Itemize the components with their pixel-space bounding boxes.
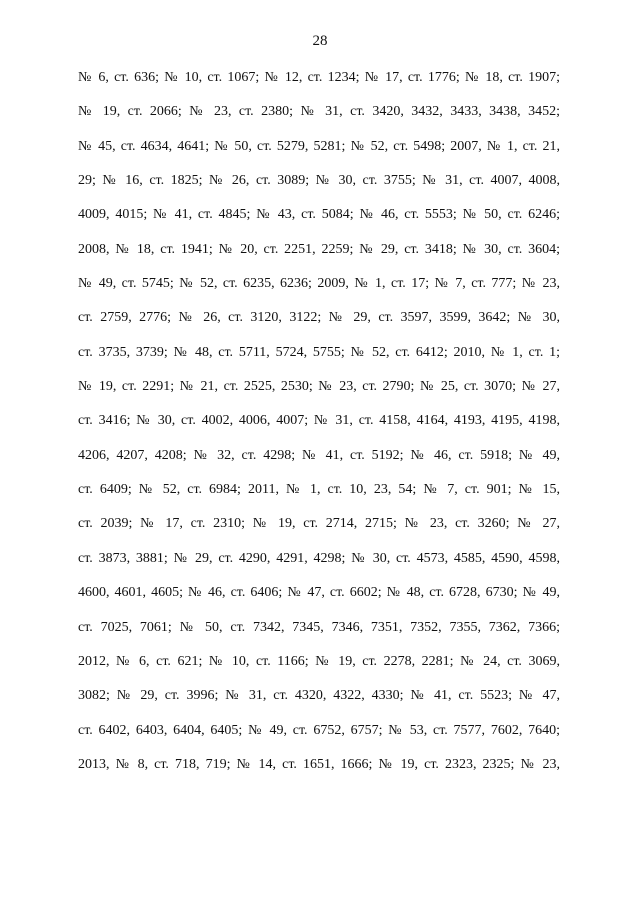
text-line: 3082; № 29, ст. 3996; № 31, ст. 4320, 4322, 4330; № 41, ст. 5523; № 47, xyxy=(78,688,560,704)
text-line: № 49, ст. 5745; № 52, ст. 6235, 6236; 2009, № 1, ст. 17; № 7, ст. 777; № 23, xyxy=(78,276,560,292)
text-line: ст. 6409; № 52, ст. 6984; 2011, № 1, ст. 10, 23, 54; № 7, ст. 901; № 15, xyxy=(78,482,560,498)
text-line: 2013, № 8, ст. 718, 719; № 14, ст. 1651, 1666; № 19, ст. 2323, 2325; № 23, xyxy=(78,756,560,772)
text-line: ст. 3873, 3881; № 29, ст. 4290, 4291, 4298; № 30, ст. 4573, 4585, 4590, 4598, xyxy=(78,550,560,566)
text-line: 4600, 4601, 4605; № 46, ст. 6406; № 47, ст. 6602; № 48, ст. 6728, 6730; № 49, xyxy=(78,585,560,601)
text-line: № 45, ст. 4634, 4641; № 50, ст. 5279, 5281; № 52, ст. 5498; 2007, № 1, ст. 21, xyxy=(78,138,560,154)
text-line: № 19, ст. 2291; № 21, ст. 2525, 2530; № 23, ст. 2790; № 25, ст. 3070; № 27, xyxy=(78,379,560,395)
text-line: ст. 3735, 3739; № 48, ст. 5711, 5724, 5755; № 52, ст. 6412; 2010, № 1, ст. 1; xyxy=(78,344,560,360)
body-text xyxy=(78,68,560,789)
text-line: ст. 3416; № 30, ст. 4002, 4006, 4007; № 31, ст. 4158, 4164, 4193, 4195, 4198, xyxy=(78,413,560,429)
text-line: 2012, № 6, ст. 621; № 10, ст. 1166; № 19, ст. 2278, 2281; № 24, ст. 3069, xyxy=(78,653,560,669)
text-line: ст. 6402, 6403, 6404, 6405; № 49, ст. 6752, 6757; № 53, ст. 7577, 7602, 7640; xyxy=(78,722,560,738)
text-line: 2008, № 18, ст. 1941; № 20, ст. 2251, 2259; № 29, ст. 3418; № 30, ст. 3604; xyxy=(78,241,560,257)
page-number: 28 xyxy=(312,33,328,49)
text-line: 29; № 16, ст. 1825; № 26, ст. 3089; № 30, ст. 3755; № 31, ст. 4007, 4008, xyxy=(78,173,560,189)
text-line: № 6, ст. 636; № 10, ст. 1067; № 12, ст. 1234; № 17, ст. 1776; № 18, ст. 1907; xyxy=(78,70,560,85)
text-line: ст. 2759, 2776; № 26, ст. 3120, 3122; № 29, ст. 3597, 3599, 3642; № 30, xyxy=(78,310,560,326)
text-line: ст. 7025, 7061; № 50, ст. 7342, 7345, 7346, 7351, 7352, 7355, 7362, 7366; xyxy=(78,619,560,635)
text-line: ст. 2039; № 17, ст. 2310; № 19, ст. 2714, 2715; № 23, ст. 3260; № 27, xyxy=(78,516,560,532)
text-line: № 19, ст. 2066; № 23, ст. 2380; № 31, ст. 3420, 3432, 3433, 3438, 3452; xyxy=(78,104,560,120)
text-line: 4206, 4207, 4208; № 32, ст. 4298; № 41, ст. 5192; № 46, ст. 5918; № 49, xyxy=(78,447,560,463)
text-line: 4009, 4015; № 41, ст. 4845; № 43, ст. 5084; № 46, ст. 5553; № 50, ст. 6246; xyxy=(78,207,560,223)
